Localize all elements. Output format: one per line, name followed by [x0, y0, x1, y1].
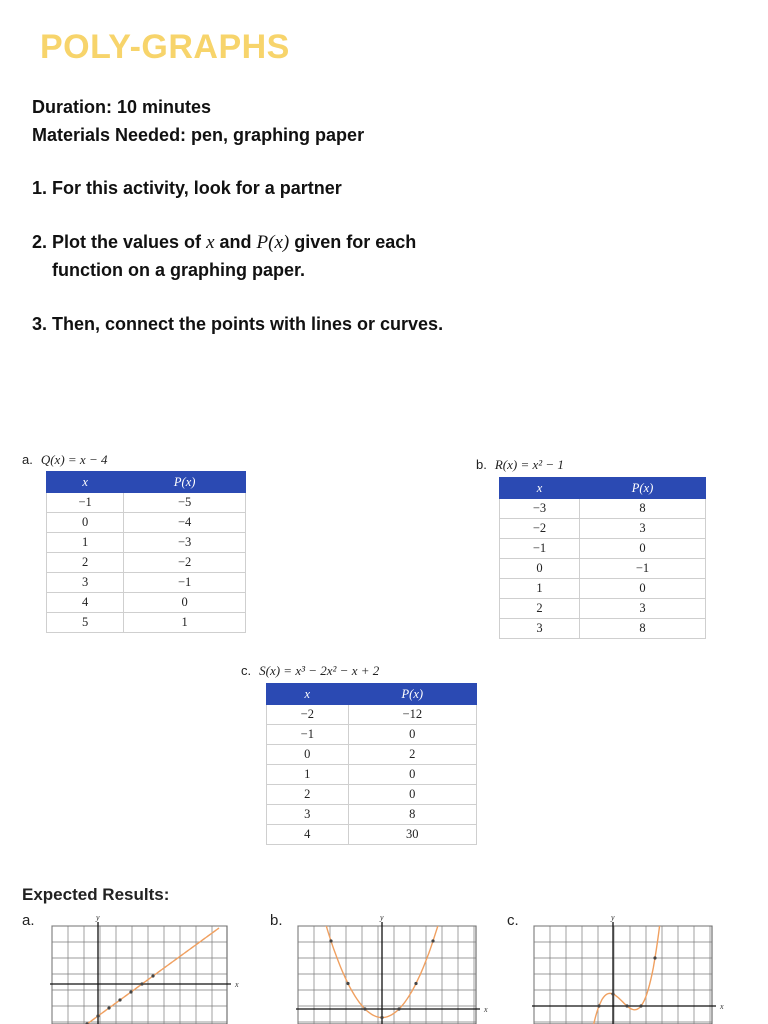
- table-row: [47, 513, 246, 533]
- table-row: [267, 725, 477, 745]
- table-cell: −1: [580, 559, 706, 579]
- table-cell: 0: [348, 785, 476, 805]
- x-axis-label: x: [235, 980, 239, 989]
- table-header: P(x): [124, 472, 246, 493]
- data-point: [346, 982, 349, 985]
- table-header: P(x): [348, 684, 476, 705]
- table-cell: 0: [267, 745, 349, 765]
- data-point: [380, 1016, 383, 1019]
- step-2-continued: function on a graphing paper.: [52, 260, 306, 280]
- table-cell: 0: [348, 765, 476, 785]
- table-row: [47, 573, 246, 593]
- table-cell: −3: [124, 533, 246, 553]
- function-b-label: b. R(x) = x² − 1: [476, 457, 564, 472]
- data-point: [625, 1004, 628, 1007]
- data-point: [639, 1004, 642, 1007]
- y-axis-label: y: [96, 913, 100, 922]
- graph-a-letter: a.: [22, 912, 35, 929]
- table-cell: −2: [124, 553, 246, 573]
- table-cell: 0: [47, 513, 124, 533]
- table-header: x: [47, 472, 124, 493]
- data-point: [431, 939, 434, 942]
- table-header: x: [500, 478, 580, 499]
- table-cell: 4: [47, 593, 124, 613]
- step-2-text: 2. Plot the values of x and P(x) given for each: [32, 232, 417, 253]
- table-cell: 1: [267, 765, 349, 785]
- table-cell: 2: [348, 745, 476, 765]
- graph-b-letter: b.: [270, 912, 283, 929]
- data-point: [329, 939, 332, 942]
- table-cell: 3: [47, 573, 124, 593]
- table-row: [47, 553, 246, 573]
- table-row: [267, 825, 477, 845]
- table-cell: −2: [267, 705, 349, 725]
- step-1-text: 1. For this activity, look for a partner: [32, 178, 342, 198]
- table-row: [500, 499, 706, 519]
- table-cell: 0: [348, 725, 476, 745]
- graph-frame: [534, 926, 712, 1024]
- function-c-label: c. S(x) = x³ − 2x² − x + 2: [241, 663, 380, 678]
- data-point: [107, 1006, 110, 1009]
- graph-c-letter: c.: [507, 912, 519, 929]
- data-point: [653, 956, 656, 959]
- table-row: [267, 805, 477, 825]
- table-cell: 3: [580, 599, 706, 619]
- data-point: [397, 1007, 400, 1010]
- table-header: P(x): [580, 478, 706, 499]
- table-cell: −1: [500, 539, 580, 559]
- materials-text: Materials Needed: pen, graphing paper: [32, 125, 365, 145]
- table-cell: 3: [580, 519, 706, 539]
- table-cell: 1: [124, 613, 246, 633]
- expected-results-title: Expected Results:: [22, 885, 170, 904]
- graph-c: [528, 912, 728, 1024]
- data-point: [151, 974, 154, 977]
- data-point: [414, 982, 417, 985]
- table-cell: −3: [500, 499, 580, 519]
- data-point: [96, 1014, 99, 1017]
- data-point: [363, 1007, 366, 1010]
- table-cell: 0: [580, 539, 706, 559]
- table-c: [266, 683, 477, 845]
- table-cell: 5: [47, 613, 124, 633]
- data-point: [611, 992, 614, 995]
- data-point: [129, 990, 132, 993]
- table-a: [46, 471, 246, 633]
- table-row: [267, 765, 477, 785]
- y-axis-label: y: [611, 913, 615, 922]
- table-cell: 8: [580, 499, 706, 519]
- y-axis-label: y: [380, 913, 384, 922]
- table-cell: 0: [500, 559, 580, 579]
- table-row: [500, 559, 706, 579]
- table-row: [500, 539, 706, 559]
- table-cell: 4: [267, 825, 349, 845]
- table-row: [500, 599, 706, 619]
- table-row: [500, 579, 706, 599]
- table-row: [47, 493, 246, 513]
- data-point: [118, 998, 121, 1001]
- table-cell: −1: [267, 725, 349, 745]
- duration-text: Duration: 10 minutes: [32, 97, 212, 117]
- table-row: [500, 519, 706, 539]
- table-row: [47, 593, 246, 613]
- table-row: [500, 619, 706, 639]
- table-cell: 3: [267, 805, 349, 825]
- table-row: [47, 613, 246, 633]
- table-cell: 0: [124, 593, 246, 613]
- table-cell: 2: [267, 785, 349, 805]
- table-cell: 1: [47, 533, 124, 553]
- x-axis-label: x: [484, 1005, 488, 1014]
- table-cell: −1: [47, 493, 124, 513]
- table-cell: 8: [580, 619, 706, 639]
- x-axis-label: x: [720, 1002, 724, 1011]
- table-cell: 1: [500, 579, 580, 599]
- data-point: [597, 1004, 600, 1007]
- step-3-text: 3. Then, connect the points with lines or curves.: [32, 314, 444, 334]
- table-cell: 2: [47, 553, 124, 573]
- table-row: [267, 705, 477, 725]
- table-b: [499, 477, 706, 639]
- table-cell: 0: [580, 579, 706, 599]
- table-cell: −12: [348, 705, 476, 725]
- table-cell: 2: [500, 599, 580, 619]
- table-cell: −4: [124, 513, 246, 533]
- table-cell: 30: [348, 825, 476, 845]
- table-cell: −2: [500, 519, 580, 539]
- table-header: x: [267, 684, 349, 705]
- page-title: POLY-GRAPHS: [40, 28, 290, 66]
- table-cell: −1: [124, 573, 246, 593]
- table-cell: 3: [500, 619, 580, 639]
- function-a-label: a. Q(x) = x − 4: [22, 452, 108, 467]
- table-row: [267, 745, 477, 765]
- data-point: [140, 982, 143, 985]
- graph-b: [292, 912, 492, 1024]
- table-cell: −5: [124, 493, 246, 513]
- graph-a: [44, 912, 244, 1024]
- table-row: [267, 785, 477, 805]
- table-row: [47, 533, 246, 553]
- table-cell: 8: [348, 805, 476, 825]
